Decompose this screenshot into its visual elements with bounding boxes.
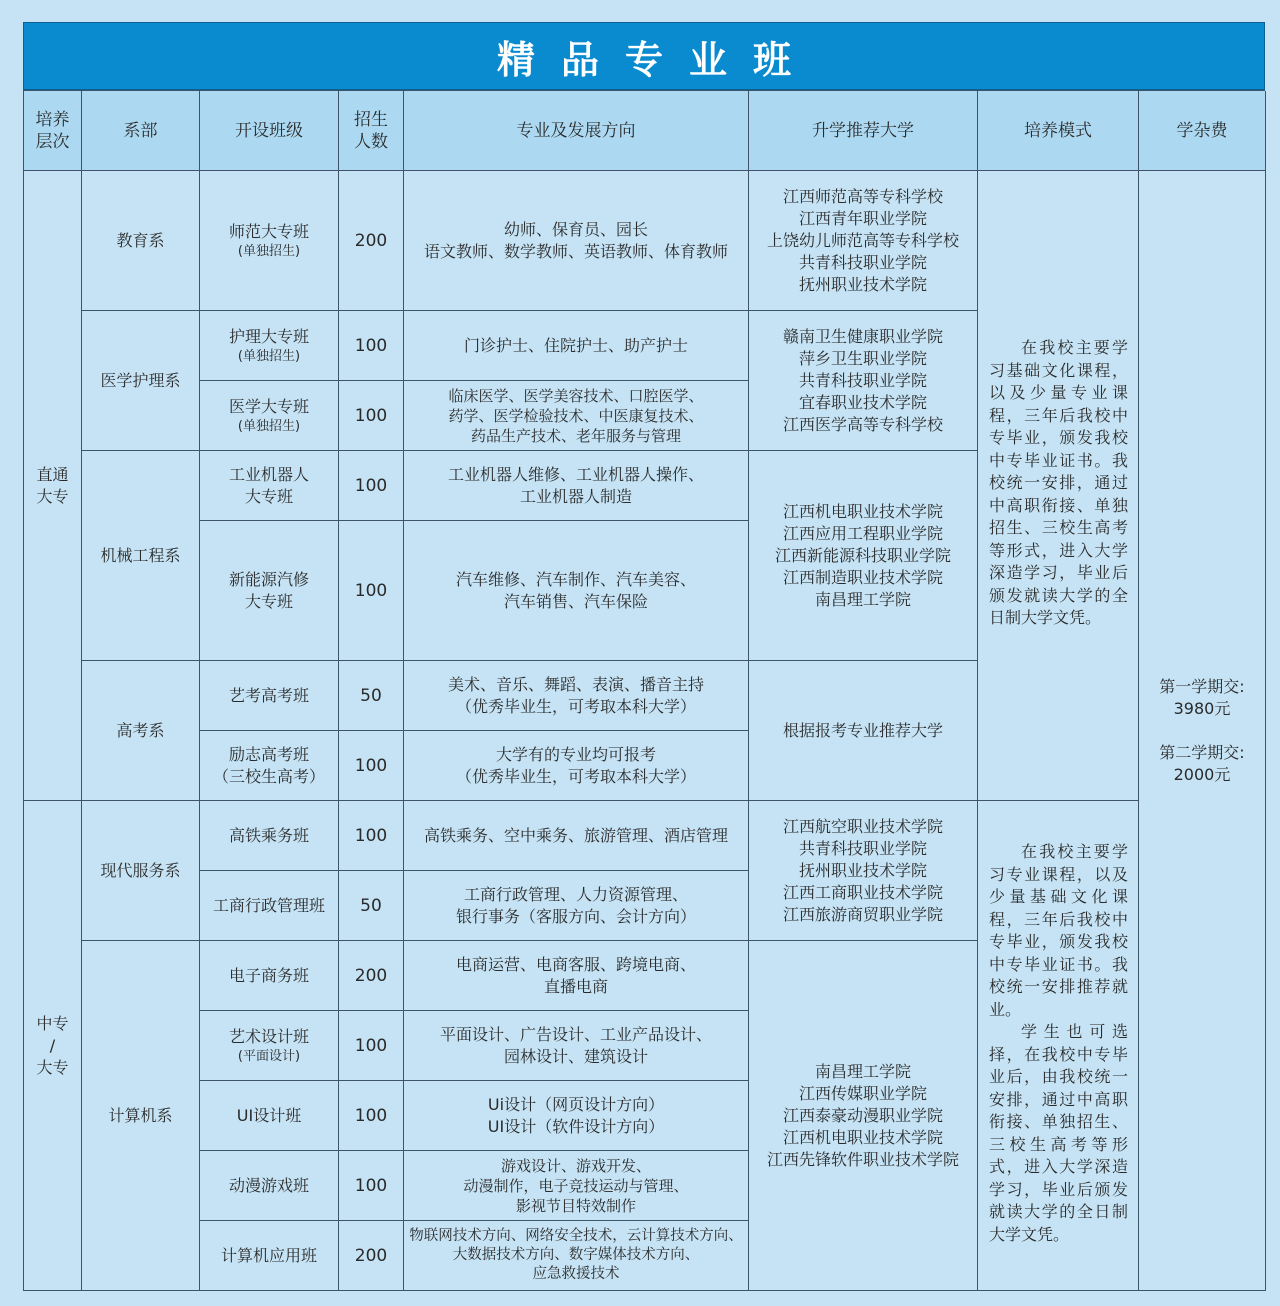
majors-cell: [404, 451, 749, 521]
university-name: 南昌理工学院: [814, 1061, 911, 1081]
class-note: (单独招生): [237, 243, 301, 259]
page-title: 精品专业班: [496, 37, 817, 82]
class-name: 师范大专班: [228, 221, 309, 241]
enrollment-count: 50: [339, 661, 404, 731]
header-enrollment-line: 人数: [354, 131, 388, 152]
major-line: 平面设计、广告设计、工业产品设计、: [439, 1024, 712, 1044]
class-cell: [200, 801, 339, 871]
major-line: 工业机器人制造: [519, 486, 632, 506]
class-cell: [200, 521, 339, 661]
majors-cell: [404, 1011, 749, 1081]
universities-education: [749, 171, 978, 311]
majors-cell: [404, 311, 749, 381]
class-note: (单独招生): [237, 418, 301, 434]
class-cell: [200, 171, 339, 311]
class-cell: [200, 1221, 339, 1291]
university-name: 南昌理工学院: [814, 589, 911, 609]
class-name: 计算机应用班: [220, 1245, 317, 1265]
class-cell: [200, 311, 339, 381]
dept-mechanical: 机械工程系: [82, 451, 200, 661]
major-line: 药学、医学检验技术、中医康复技术、: [448, 406, 704, 425]
majors-cell: [404, 731, 749, 801]
class-cell: [200, 661, 339, 731]
major-line: 银行事务（客服方向、会计方向）: [455, 906, 696, 926]
dept-service: 现代服务系: [82, 801, 200, 941]
level-label-line: 大专: [36, 486, 69, 506]
major-line: 门诊护士、住院护士、助产护士: [463, 335, 688, 355]
major-line: 工商行政管理、人力资源管理、: [463, 884, 688, 904]
fee-second-amount: 2000元: [1173, 764, 1231, 784]
university-name: 江西制造职业技术学院: [782, 567, 943, 587]
major-line: 美术、音乐、舞蹈、表演、播音主持: [447, 674, 704, 694]
dept-education: 教育系: [82, 171, 200, 311]
universities-computer: [749, 941, 978, 1291]
class-name: 艺考高考班: [228, 685, 309, 705]
university-name: 上饶幼儿师范高等专科学校: [766, 230, 959, 250]
title-banner: [23, 22, 1265, 90]
major-line: UI设计（软件设计方向）: [487, 1116, 665, 1136]
university-name: 江西机电职业技术学院: [782, 501, 943, 521]
class-name: 电子商务班: [228, 965, 309, 985]
dept-medical: 医学护理系: [82, 311, 200, 451]
university-name: 抚州职业技术学院: [798, 860, 927, 880]
major-line: 园林设计、建筑设计: [503, 1046, 648, 1066]
university-name: 江西机电职业技术学院: [782, 1127, 943, 1147]
major-line: 影视节目特效制作: [515, 1196, 636, 1215]
enrollment-count: 100: [339, 1081, 404, 1151]
major-line: 大数据技术方向、数字媒体技术方向、: [452, 1247, 700, 1263]
class-note: (平面设计): [237, 1048, 301, 1064]
university-name: 江西新能源科技职业学院: [774, 545, 951, 565]
university-name: 根据报考专业推荐大学: [782, 720, 943, 740]
university-name: 赣南卫生健康职业学院: [782, 326, 943, 346]
class-cell: [200, 731, 339, 801]
university-name: 江西航空职业技术学院: [782, 816, 943, 836]
enrollment-count: 100: [339, 731, 404, 801]
enrollment-count: 100: [339, 381, 404, 451]
class-name: 励志高考班: [228, 744, 309, 764]
major-line: 电商运营、电商客服、跨境电商、: [455, 954, 696, 974]
university-name: 共青科技职业学院: [798, 370, 927, 390]
majors-cell: [404, 941, 749, 1011]
mode-paragraph: 学生也可选择，在我校中专毕业后，由我校统一安排，通过中高职衔接、单独招生、三校生高考等形式，进入大学深造学习，毕业后颁发就读大学的全日制大学文凭。: [989, 1022, 1128, 1244]
class-name: （三校生高考）: [212, 766, 325, 786]
enrollment-count: 100: [339, 451, 404, 521]
enrollment-count: 200: [339, 1221, 404, 1291]
majors-cell: [404, 1221, 749, 1291]
majors-cell: [404, 661, 749, 731]
enrollment-count: 100: [339, 1151, 404, 1221]
major-line: 游戏设计、游戏开发、: [500, 1156, 651, 1175]
mode-direct-college: [978, 171, 1139, 801]
header-class: 开设班级: [200, 91, 339, 171]
university-name: 江西应用工程职业学院: [782, 523, 943, 543]
universities-gaokao: [749, 661, 978, 801]
university-name: 江西医学高等专科学校: [782, 414, 943, 434]
major-line: 大学有的专业均可报考: [495, 744, 656, 764]
mode-secondary-college: [978, 801, 1139, 1291]
major-line: 高铁乘务、空中乘务、旅游管理、酒店管理: [423, 825, 728, 845]
university-name: 萍乡卫生职业学院: [798, 348, 927, 368]
universities-mechanical: [749, 451, 978, 661]
class-name: 新能源汽修: [228, 569, 309, 589]
enrollment-count: 100: [339, 311, 404, 381]
header-level-line: 层次: [35, 131, 70, 152]
class-name: 大专班: [244, 591, 293, 611]
majors-cell: [404, 801, 749, 871]
enrollment-count: 100: [339, 1011, 404, 1081]
class-cell: [200, 941, 339, 1011]
major-line: 临床医学、医学美容技术、口腔医学、: [448, 386, 704, 405]
major-line: 药品生产技术、老年服务与管理: [470, 426, 681, 445]
university-name: 江西泰豪动漫职业学院: [782, 1105, 943, 1125]
university-name: 江西师范高等专科学校: [782, 186, 943, 206]
major-line: （优秀毕业生，可考取本科大学）: [455, 696, 696, 716]
mode-paragraph: 在我校主要学习专业课程，以及少量基础文化课程，三年后我校中专毕业，颁发我校中专毕业证书。我校统一安排推荐就业。: [989, 842, 1128, 1019]
level-label-line: 中专: [36, 1013, 69, 1033]
fee-first-label: 第一学期交:: [1159, 676, 1245, 696]
level-label-line: 直通: [36, 464, 69, 484]
header-fees: 学杂费: [1139, 91, 1266, 171]
mode-paragraph: 在我校主要学习基础文化课程，以及少量专业课程，三年后我校中专毕业，颁发我校中专毕业证书。我校统一安排，通过中高职衔接、单独招生、三校生高考等形式，进入大学深造学习，毕业后颁发就读大学的全日制大学文凭。: [989, 338, 1128, 627]
header-department: 系部: [82, 91, 200, 171]
fees-cell: [1139, 171, 1266, 1291]
header-enrollment-line: 招生: [354, 109, 388, 130]
universities-service: [749, 801, 978, 941]
majors-cell: [404, 1081, 749, 1151]
enrollment-count: 50: [339, 871, 404, 941]
class-name: 工商行政管理班: [212, 895, 325, 915]
level-secondary-college: [24, 801, 82, 1291]
dept-gaokao: 高考系: [82, 661, 200, 801]
enrollment-count: 200: [339, 941, 404, 1011]
major-line: 应急救援技术: [532, 1266, 620, 1282]
major-line: 直播电商: [543, 976, 608, 996]
enrollment-count: 100: [339, 521, 404, 661]
header-level: [24, 91, 82, 171]
majors-cell: [404, 1151, 749, 1221]
universities-medical: [749, 311, 978, 451]
dept-computer: 计算机系: [82, 941, 200, 1291]
class-name: UI设计班: [236, 1105, 302, 1125]
class-name: 高铁乘务班: [228, 825, 309, 845]
program-table-sheet: [23, 22, 1265, 1290]
fee-second-label: 第二学期交:: [1159, 742, 1245, 762]
majors-cell: [404, 521, 749, 661]
class-note: (单独招生): [237, 348, 301, 364]
level-label-line: 大专: [36, 1057, 69, 1077]
class-name: 大专班: [244, 486, 293, 506]
level-label-line: /: [49, 1035, 56, 1055]
university-name: 共青科技职业学院: [798, 252, 927, 272]
class-cell: [200, 1081, 339, 1151]
university-name: 宜春职业技术学院: [798, 392, 927, 412]
class-cell: [200, 1151, 339, 1221]
university-name: 共青科技职业学院: [798, 838, 927, 858]
university-name: 江西工商职业技术学院: [782, 882, 943, 902]
major-line: 汽车维修、汽车制作、汽车美容、: [455, 569, 696, 589]
enrollment-count: 200: [339, 171, 404, 311]
university-name: 江西传媒职业学院: [798, 1083, 927, 1103]
university-name: 江西青年职业学院: [798, 208, 927, 228]
class-cell: [200, 1011, 339, 1081]
university-name: 江西旅游商贸职业学院: [782, 904, 943, 924]
class-name: 医学大专班: [228, 396, 309, 416]
majors-cell: [404, 381, 749, 451]
level-direct-college: [24, 171, 82, 801]
major-line: 工业机器人维修、工业机器人操作、: [447, 464, 704, 484]
fee-first-amount: 3980元: [1173, 698, 1231, 718]
major-line: 汽车销售、汽车保险: [503, 591, 648, 611]
major-line: 动漫制作，电子竞技运动与管理、: [463, 1176, 689, 1195]
enrollment-count: 100: [339, 801, 404, 871]
header-majors: 专业及发展方向: [404, 91, 749, 171]
class-name: 动漫游戏班: [228, 1175, 309, 1195]
major-line: 语文教师、数学教师、英语教师、体育教师: [423, 241, 728, 261]
majors-cell: [404, 871, 749, 941]
university-name: 江西先锋软件职业技术学院: [766, 1149, 959, 1169]
class-cell: [200, 381, 339, 451]
header-level-line: 培养: [35, 109, 70, 130]
class-name: 艺术设计班: [228, 1026, 309, 1046]
class-cell: [200, 871, 339, 941]
major-line: 物联网技术方向、网络安全技术，云计算技术方向、: [409, 1228, 743, 1244]
header-enrollment: [339, 91, 404, 171]
class-cell: [200, 451, 339, 521]
majors-cell: [404, 171, 749, 311]
class-name: 工业机器人: [228, 464, 309, 484]
class-name: 护理大专班: [228, 326, 309, 346]
university-name: 抚州职业技术学院: [798, 274, 927, 294]
header-mode: 培养模式: [978, 91, 1139, 171]
major-line: Ui设计（网页设计方向）: [487, 1094, 665, 1114]
program-table: [23, 90, 1265, 1291]
major-line: 幼师、保育员、园长: [503, 219, 648, 239]
major-line: （优秀毕业生，可考取本科大学）: [455, 766, 696, 786]
header-universities: 升学推荐大学: [749, 91, 978, 171]
